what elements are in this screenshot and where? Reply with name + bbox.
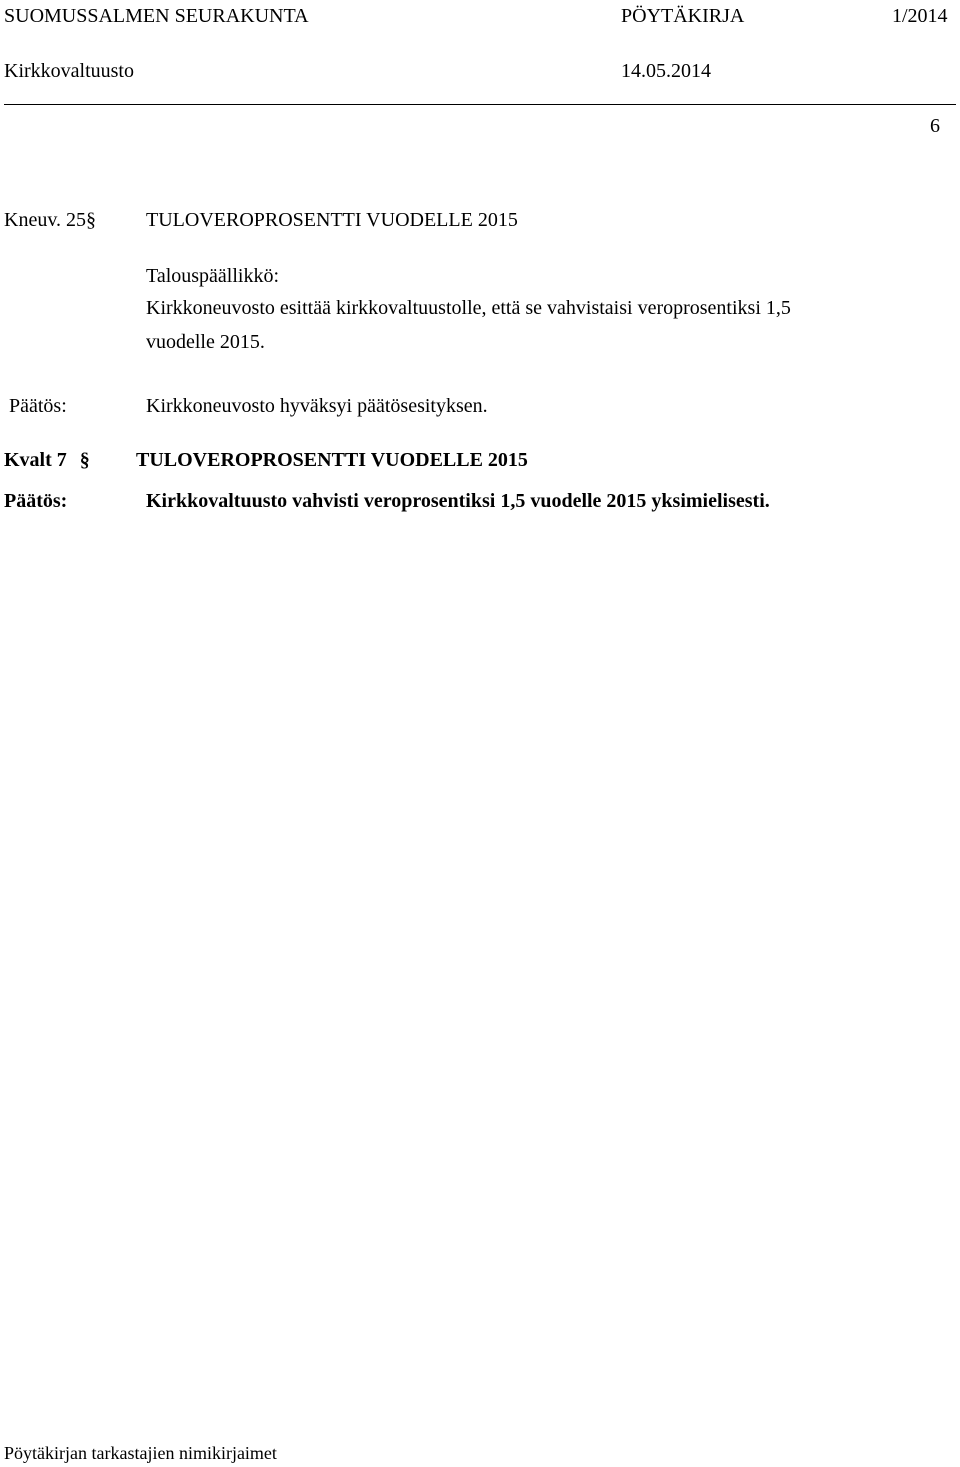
section1-ref-text: Kneuv. 25 xyxy=(4,209,87,231)
meeting-body: Kirkkovaltuusto xyxy=(4,60,134,82)
section2-decision-text: Kirkkovaltuusto vahvisti veroprosentiksi 1,5 vuodelle 2015 yksimielisesti. xyxy=(146,490,770,512)
section1-proposal-line2: vuodelle 2015. xyxy=(146,331,265,353)
document-type: PÖYTÄKIRJA xyxy=(621,5,745,27)
header-divider xyxy=(4,104,956,105)
page-number: 6 xyxy=(930,115,940,137)
section1-presenter: Talouspäällikkö: xyxy=(146,265,280,287)
section1-decision-text: Kirkkoneuvosto hyväksyi päätösesityksen. xyxy=(146,395,488,417)
section2-para-sign: § xyxy=(79,449,90,471)
footer-signatures-label: Pöytäkirjan tarkastajien nimikirjaimet xyxy=(4,1443,277,1463)
section1-proposal-line1: Kirkkoneuvosto esittää kirkkovaltuustolle, että se vahvistaisi veroprosentiksi 1,5 xyxy=(146,297,791,319)
section2-title: TULOVEROPROSENTTI VUODELLE 2015 xyxy=(136,449,528,471)
section1-title: TULOVEROPROSENTTI VUODELLE 2015 xyxy=(146,209,518,231)
section1-reference xyxy=(4,210,96,230)
section1-decision-label: Päätös: xyxy=(9,395,67,417)
section2-decision-label: Päätös: xyxy=(4,490,68,512)
section2-ref-text: Kvalt 7 xyxy=(4,449,67,471)
meeting-date: 14.05.2014 xyxy=(621,60,711,82)
organization-name: SUOMUSSALMEN SEURAKUNTA xyxy=(4,5,309,27)
document-number: 1/2014 xyxy=(892,5,948,27)
section1-para-sign: § xyxy=(86,209,97,231)
section2-reference xyxy=(4,450,90,470)
